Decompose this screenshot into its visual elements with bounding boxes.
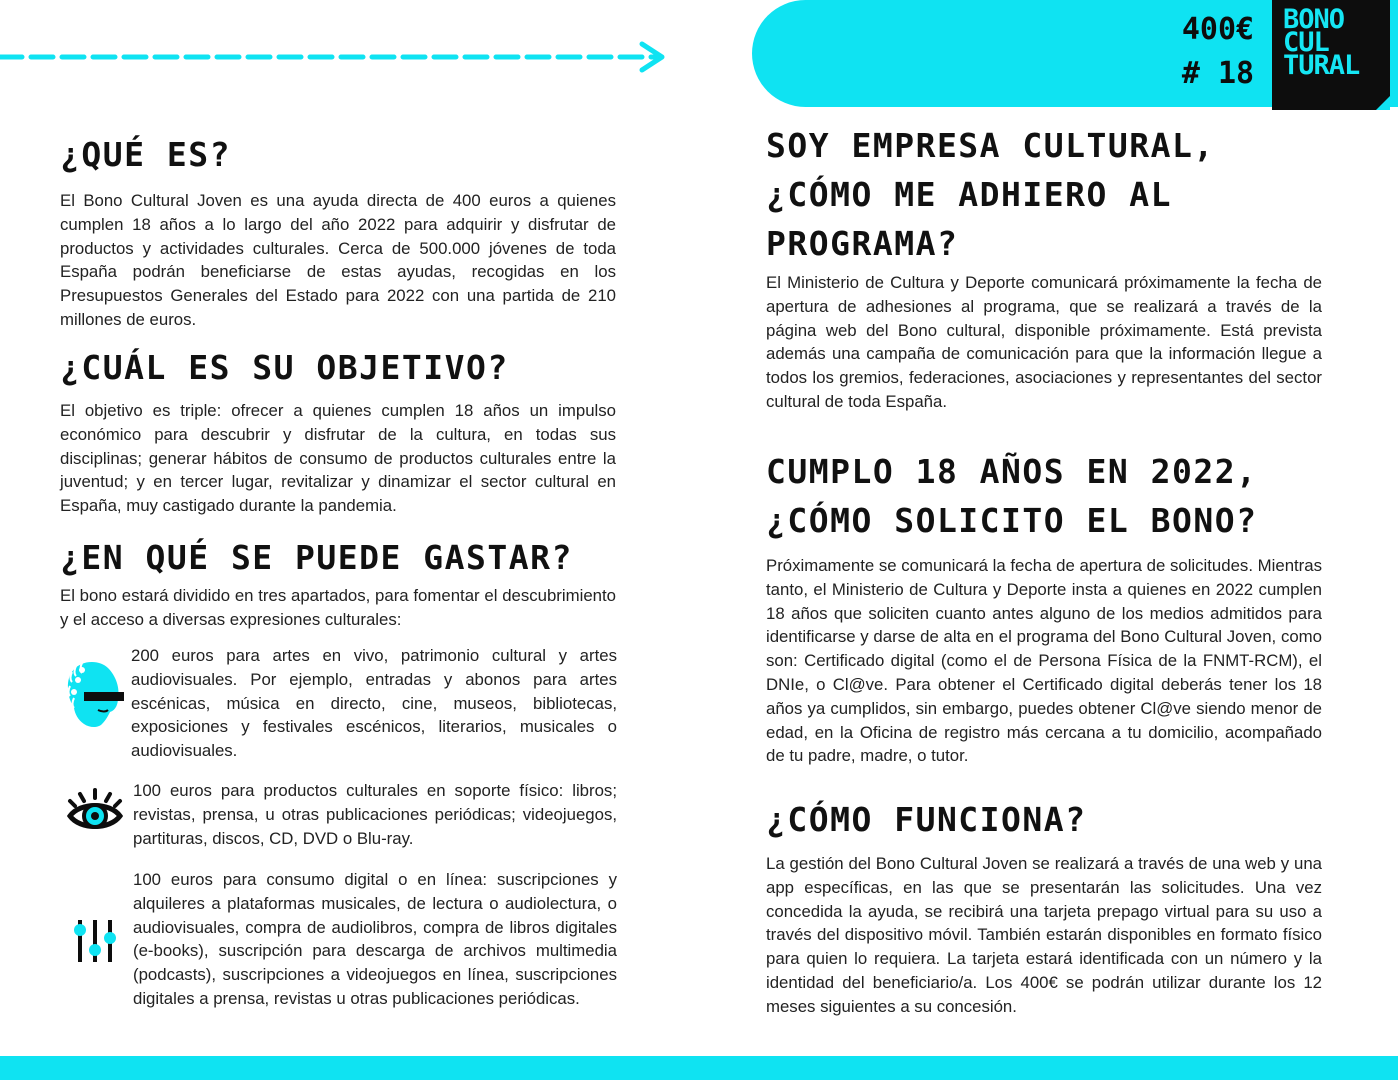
paragraph-empresa: El Ministerio de Cultura y Deporte comunicará próximamente la fecha de apertura de adhesiones al programa, que se realizará a través de la página web del Bono cultural, disponible próximamente. Está prevista además una campaña de comunicación para que la información llegue a todos los gremios, federaciones, asociaciones y representantes del sector cultural de toda España. <box>766 273 1322 411</box>
paragraph-funciona: La gestión del Bono Cultural Joven se realizará a través de una web y una app específicas, en las que se presentarán las solicitudes. Una vez concedida la ayuda, se recibirá una tarjeta prepago virtual para su uso a través del dispositivo móvil. También estarán disponibles en formato físico para quien lo requiera. La tarjeta estará identificada con un número y la identidad del beneficiario/a. Los 400€ se podrán utilizar durante los 12 meses siguientes a su concesión. <box>766 854 1322 1016</box>
spending-item-1: 200 euros para artes en vivo, patrimonio cultural y artes audiovisuales. Por ejemplo, entradas y abonos para artes escénicas, música en directo, cine, museos, bibliotecas, exposiciones y festivales escénicos, literarios, musicales o audiovisuales. <box>131 646 617 761</box>
dashed-arrow-icon <box>0 40 670 74</box>
sliders-icon <box>70 916 122 966</box>
paragraph-que-es: El Bono Cultural Joven es una ayuda directa de 400 euros a quienes cumplen 18 años a lo largo del año 2022 para adquirir y disfrutar de productos y actividades culturales. Cerca de 500.000 jóvenes de toda España podrán beneficiarse de estas ayudas, recogidas en los Presupuestos Generales del Estado para 2022 con una partida de 210 millones de euros. <box>60 191 616 329</box>
price-amount: 400€ <box>1181 12 1255 47</box>
paragraph-objetivo: El objetivo es triple: ofrecer a quienes cumplen 18 años un impulso económico para descubrir y disfrutar de la cultura, en todas sus disciplinas; generar hábitos de consumo de productos culturales entre la juventud; y en tercer lugar, revitalizar y dinamizar el sector cultural en España, muy castigado durante la pandemia. <box>60 401 616 516</box>
heading-line: SOY EMPRESA CULTURAL, <box>766 126 1215 165</box>
spending-item-2: 100 euros para productos culturales en soporte físico: libros; revistas, prensa, u otras publicaciones periódicas; videojuegos, partituras, discos, CD, DVD o Blu-ray. <box>133 781 617 848</box>
bono-cultural-logo <box>1272 0 1390 110</box>
heading-empresa <box>766 121 1322 268</box>
logo-line: BONO <box>1283 4 1345 35</box>
spending-item-3: 100 euros para consumo digital o en línea: suscripciones y alquileres a plataformas musicales, de lectura o audiolectura, o audiovisuales, compra de audiolibros, compra de libros digitales (e-books), suscripción para descarga de archivos multimedia (podcasts), suscripciones a videojuegos en línea, suscripciones digitales a prensa, revistas u otras publicaciones periódicas. <box>133 870 617 1008</box>
heading-line: PROGRAMA? <box>766 224 959 263</box>
logo-line-part: AL <box>1328 50 1360 81</box>
heading-solicito <box>766 447 1322 545</box>
heading-objetivo: ¿CUÁL ES SU OBJETIVO? <box>60 348 509 387</box>
paragraph-gastar: El bono estará dividido en tres apartados, para fomentar el descubrimiento y el acceso a diversas expresiones culturales: <box>60 586 616 629</box>
heading-line: CUMPLO 18 AÑOS EN 2022, <box>766 452 1258 491</box>
statue-head-icon <box>62 658 124 730</box>
eye-icon <box>66 788 124 836</box>
logo-corner <box>1376 96 1390 110</box>
heading-que-es: ¿QUÉ ES? <box>60 135 231 174</box>
logo-line-part: TUR <box>1283 50 1329 81</box>
paragraph-solicito: Próximamente se comunicará la fecha de apertura de solicitudes. Mientras tanto, el Ministerio de Cultura y Deporte insta a quienes en 2022 cumplen 18 años que soliciten cuanto antes alguno de los medios admitidos para identificarse y darse de alta en el programa del Bono Cultural Joven, como son: Certificado digital (como el de Persona Física de la FNMT-RCM), el DNIe, o Cl@ve. Para obtener el Certificado digital deberás tener los 18 años ya cumplidos, sin embargo, puedes obtener Cl@ve siendo menor de edad, en la Oficina de registro más cercana a tu domicilio, acompañado de tu padre, madre, o tutor. <box>766 556 1322 766</box>
age-label: # 18 <box>1181 56 1255 91</box>
logo-line: CUL <box>1283 27 1329 58</box>
footer-bar <box>0 1056 1398 1080</box>
heading-gastar: ¿EN QUÉ SE PUEDE GASTAR? <box>60 538 573 577</box>
heading-line: ¿CÓMO ME ADHIERO AL <box>766 175 1172 214</box>
heading-line: ¿CÓMO SOLICITO EL BONO? <box>766 501 1258 540</box>
logo-line <box>1283 50 1390 81</box>
price-badge <box>1163 8 1273 96</box>
heading-funciona: ¿CÓMO FUNCIONA? <box>766 800 1087 839</box>
